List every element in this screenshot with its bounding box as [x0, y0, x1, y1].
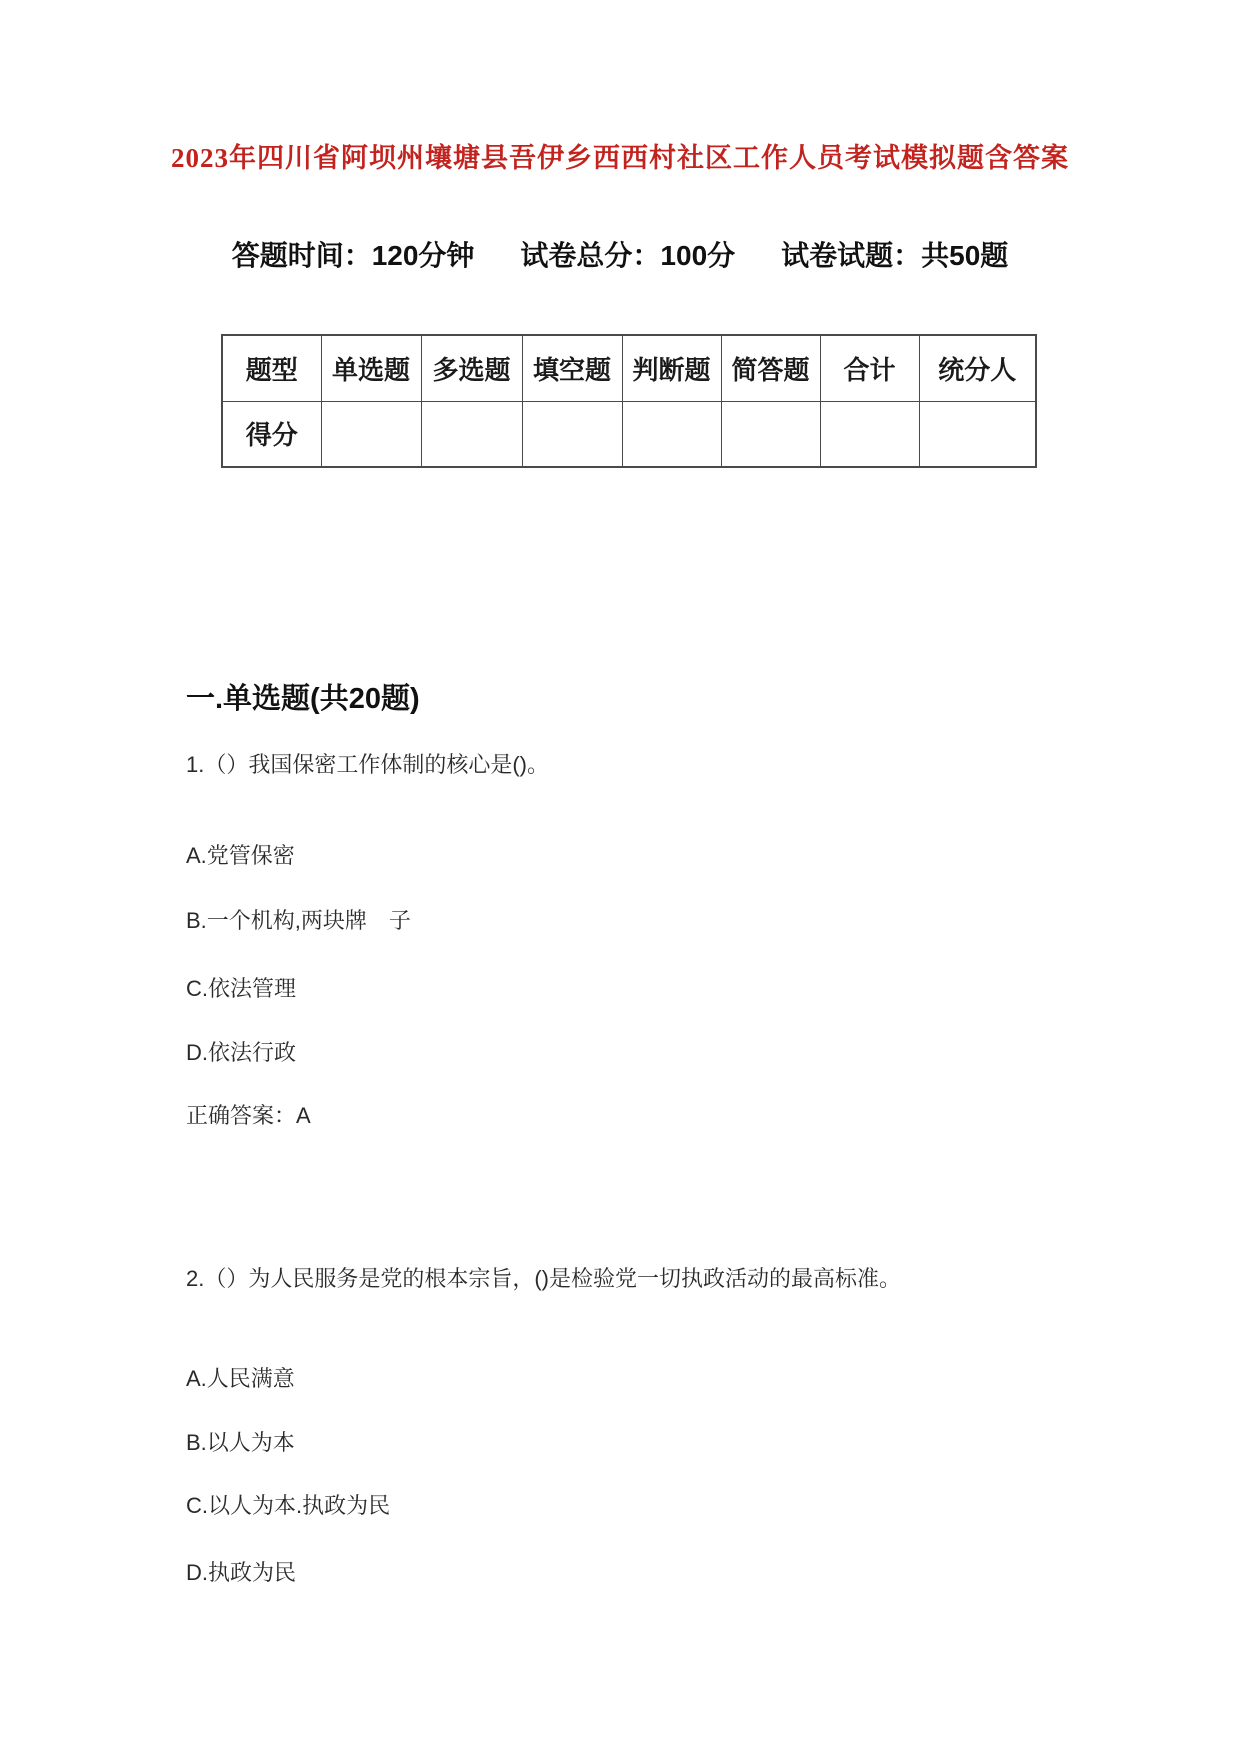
- question-2-option-a: A.人民满意: [186, 1366, 295, 1391]
- header-scorer: 统分人: [919, 335, 1036, 401]
- score-cell-empty: [622, 401, 721, 467]
- question-1-answer: 正确答案：A: [186, 1103, 311, 1128]
- question-1-option-b: B.一个机构,两块牌 子: [186, 908, 411, 933]
- header-total: 合计: [820, 335, 919, 401]
- score-table-score-row: [222, 401, 1036, 467]
- score-cell-empty: [721, 401, 820, 467]
- score-cell-empty: [820, 401, 919, 467]
- score-table: [221, 334, 1037, 468]
- score-cell-empty: [522, 401, 622, 467]
- question-1-text: 1.（）我国保密工作体制的核心是()。: [186, 752, 550, 777]
- score-cell-empty: [321, 401, 421, 467]
- question-1-option-d: D.依法行政: [186, 1040, 297, 1065]
- header-short-answer: 简答题: [721, 335, 820, 401]
- question-1-option-a: A.党管保密: [186, 843, 295, 868]
- score-cell-empty: [421, 401, 522, 467]
- header-fill-blank: 填空题: [522, 335, 622, 401]
- section-heading: 一.单选题(共20题): [186, 683, 420, 715]
- exam-question-count: 试卷试题：共50题: [781, 240, 1009, 271]
- header-single-choice: 单选题: [321, 335, 421, 401]
- exam-total-score: 试卷总分：100分: [520, 240, 736, 271]
- question-2-text: 2.（）为人民服务是党的根本宗旨，()是检验党一切执政活动的最高标准。: [186, 1266, 902, 1291]
- question-2-option-b: B.以人为本: [186, 1430, 295, 1455]
- score-table-header-row: [222, 335, 1036, 401]
- header-question-type: 题型: [222, 335, 321, 401]
- exam-info-bar: [0, 234, 1240, 274]
- score-row-label: 得分: [222, 401, 321, 467]
- score-cell-empty: [919, 401, 1036, 467]
- question-2-option-c: C.以人为本.执政为民: [186, 1493, 391, 1518]
- header-multi-choice: 多选题: [421, 335, 522, 401]
- exam-duration: 答题时间：120分钟: [231, 240, 475, 271]
- page-title: 2023年四川省阿坝州壤塘县吾伊乡西西村社区工作人员考试模拟题含答案: [171, 143, 1069, 173]
- header-true-false: 判断题: [622, 335, 721, 401]
- question-2-option-d: D.执政为民: [186, 1560, 297, 1585]
- question-1-option-c: C.依法管理: [186, 976, 297, 1001]
